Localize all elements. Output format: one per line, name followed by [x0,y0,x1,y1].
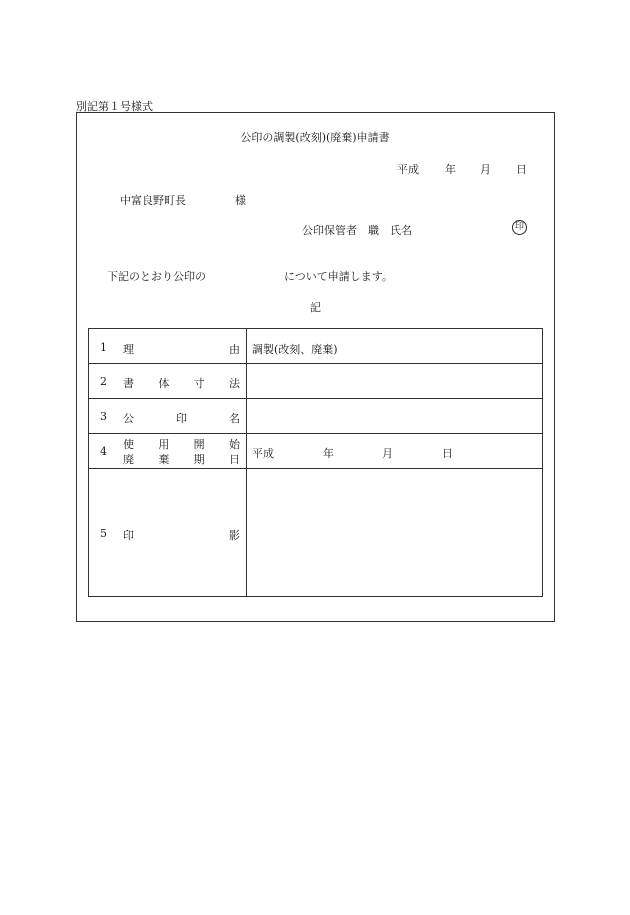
row-5-number: 5 [100,527,107,540]
document-title: 公印の調製(改刻)(廃棄)申請書 [240,131,390,144]
row-2-label [123,375,240,391]
addressee: 中富良野町長 [120,194,186,207]
row-4-label-line1 [123,436,240,452]
row-5-label-char: 影 [229,529,240,542]
row-3-label [123,410,240,426]
row-2-number: 2 [100,375,107,388]
row-1-label-char: 由 [229,343,240,356]
date-day: 日 [516,163,527,176]
ki-heading: 記 [310,301,321,314]
row-divider [89,433,542,434]
form-number-label: 別記第１号様式 [76,100,153,113]
row-4-label-char: 始 [228,438,240,451]
row-4-label-char: 日 [228,453,240,466]
detail-table [88,328,543,597]
row-4-label-line2 [123,451,240,467]
honorific: 様 [235,194,246,207]
seal-mark-icon: 印 [512,220,527,235]
date-era: 平成 [397,163,419,176]
row-4-label-char: 開 [193,438,205,451]
column-divider [246,329,247,596]
row-4-label-char: 期 [193,453,205,466]
row-4-year: 年 [323,447,334,460]
row-4-number: 4 [100,445,107,458]
row-5-label [123,527,240,543]
row-3-number: 3 [100,410,107,423]
row-divider [89,398,542,399]
custodian-name-label: 公印保管者 職 氏名 [302,224,412,237]
date-year: 年 [445,163,456,176]
row-4-month: 月 [382,447,393,460]
row-1-label-char: 理 [123,343,134,356]
row-4-label-char: 廃 [123,453,134,466]
row-4-label-char: 棄 [158,453,170,466]
date-month: 月 [480,163,491,176]
row-4-label-char: 用 [158,438,170,451]
row-1-label [123,341,240,357]
row-5-label-char: 印 [123,529,134,542]
row-2-label-char: 寸 [193,377,205,390]
row-4-era: 平成 [252,447,274,460]
row-3-label-char: 公 [123,412,134,425]
row-divider [89,363,542,364]
row-4-label-char: 使 [123,438,134,451]
row-4-day: 日 [442,447,453,460]
row-divider [89,468,542,469]
body-text-before: 下記のとおり公印の [107,270,206,283]
row-2-label-char: 法 [228,377,240,390]
row-3-label-char: 印 [176,412,187,425]
row-2-label-char: 体 [158,377,170,390]
row-2-label-char: 書 [123,377,134,390]
body-text-after: について申請します。 [284,270,393,283]
row-3-label-char: 名 [229,412,240,425]
row-1-number: 1 [100,341,107,354]
row-1-value: 調製(改刻、廃棄) [252,343,338,356]
